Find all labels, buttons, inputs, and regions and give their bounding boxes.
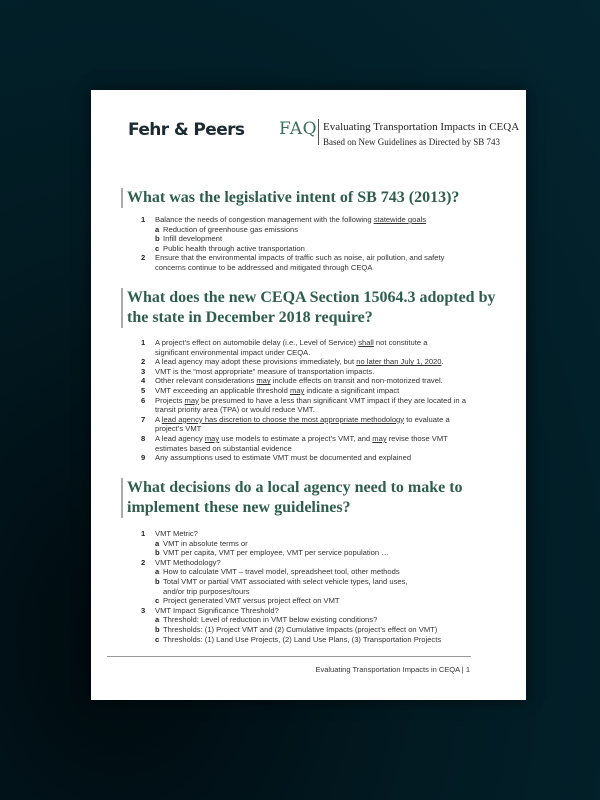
list-item: 1 VMT Metric? a VMT in absolute terms or b VMT per capita, VMT per employee, VMT per service population … <box>141 529 521 558</box>
faq-label: FAQ <box>279 119 318 139</box>
header-divider <box>318 119 319 145</box>
page-footer: Evaluating Transportation Impacts in CEQA | 1 <box>315 665 470 674</box>
list-item: 2 VMT Methodology? a How to calculate VMT – travel model, spreadsheet tool, other methods b Total VMT or partial VMT associated with select vehicle types, land uses, and/or trip purposes/tours c Project generated VMT versus project effect on VMT <box>141 558 521 606</box>
list-item: 3 VMT Impact Significance Threshold? a Threshold: Level of reduction in VMT below existing conditions? b Thresholds: (1) Project VMT and (2) Cumulative Impacts (project’s effect on VMT) c Thresholds: (1) Land Use Projects, (2) Land Use Plans, (3) Transportation Projects <box>141 606 521 644</box>
list-item: 2 A lead agency may adopt these provisions immediately, but no later than July 1, 2020. <box>141 357 444 367</box>
faq-section-legislative-intent <box>121 188 521 273</box>
list-item: 7 A lead agency has discretion to choose the most appropriate methodology to evaluate a project’s VMT <box>141 414 450 434</box>
page-header <box>91 90 526 170</box>
sub-item: b VMT per capita, VMT per employee, VMT per service population … <box>155 548 389 558</box>
section-heading: What does the new CEQA Section 15064.3 adopted by the state in December 2018 require? <box>121 288 497 328</box>
section-heading: What decisions do a local agency need to make to implement these new guidelines? <box>121 478 497 518</box>
sub-item: c Thresholds: (1) Land Use Projects, (2) Land Use Plans, (3) Transportation Projects <box>155 634 442 644</box>
fehr-peers-logo: Fehr & Peers <box>128 120 245 140</box>
answer-list <box>121 215 521 273</box>
faq-section-ceqa-requirements <box>121 288 521 463</box>
item-number: 1 <box>141 215 146 224</box>
sub-item: c Public health through active transportation <box>155 243 305 253</box>
sub-item: a Threshold: Level of reduction in VMT below existing conditions? <box>155 615 378 625</box>
list-item: 4 Other relevant considerations may include effects on transit and non-motorized travel. <box>141 376 443 386</box>
document-title-block <box>323 120 519 150</box>
document-page <box>91 90 526 700</box>
sub-item: c Project generated VMT versus project effect on VMT <box>155 596 340 606</box>
sub-item: a VMT in absolute terms or <box>155 538 248 548</box>
list-item: 1 A project’s effect on automobile delay (i.e., Level of Service) shall not constitute a significant environmental impact under CEQA. <box>141 338 428 357</box>
sub-item: b Infill development <box>155 234 223 244</box>
document-title: Evaluating Transportation Impacts in CEQA <box>323 121 520 133</box>
list-item: 5 VMT exceeding an applicable threshold may indicate a significant impact <box>141 385 400 395</box>
faq-section-local-agency-decisions <box>121 478 521 644</box>
sub-item: b Total VMT or partial VMT associated with select vehicle types, land uses, and/or trip purposes/tours <box>155 576 408 596</box>
answer-list <box>121 338 521 463</box>
list-item: 1 Balance the needs of congestion management with the following statewide goals a Reduction of greenhouse gas emissions b Infill development c Public health through active transportation <box>141 215 521 253</box>
footer-divider <box>107 656 471 657</box>
list-item: 3 VMT is the “most appropriate” measure of transportation impacts. <box>141 366 375 376</box>
list-item: 2 Ensure that the environmental impacts of traffic such as noise, air pollution, and safety concerns continue to be addressed and mitigated through CEQA <box>141 253 445 272</box>
sub-item: a How to calculate VMT – travel model, spreadsheet tool, other methods <box>155 567 400 577</box>
list-item: 6 Projects may be presumed to have a less than significant VMT impact if they are located in a transit priority area (TPA) or would reduce VMT. <box>141 395 466 415</box>
answer-list <box>121 529 521 644</box>
section-heading: What was the legislative intent of SB 743 (2013)? <box>121 188 521 208</box>
sub-item: a Reduction of greenhouse gas emissions <box>155 224 299 234</box>
document-subtitle: Based on New Guidelines as Directed by SB 743 <box>323 137 500 147</box>
list-item: 9 Any assumptions used to estimate VMT must be documented and explained <box>141 453 412 463</box>
sub-item: b Thresholds: (1) Project VMT and (2) Cumulative Impacts (project’s effect on VMT) <box>155 624 438 634</box>
list-item: 8 A lead agency may use models to estimate a project’s VMT, and may revise those VMT estimates based on substantial evidence <box>141 433 448 453</box>
